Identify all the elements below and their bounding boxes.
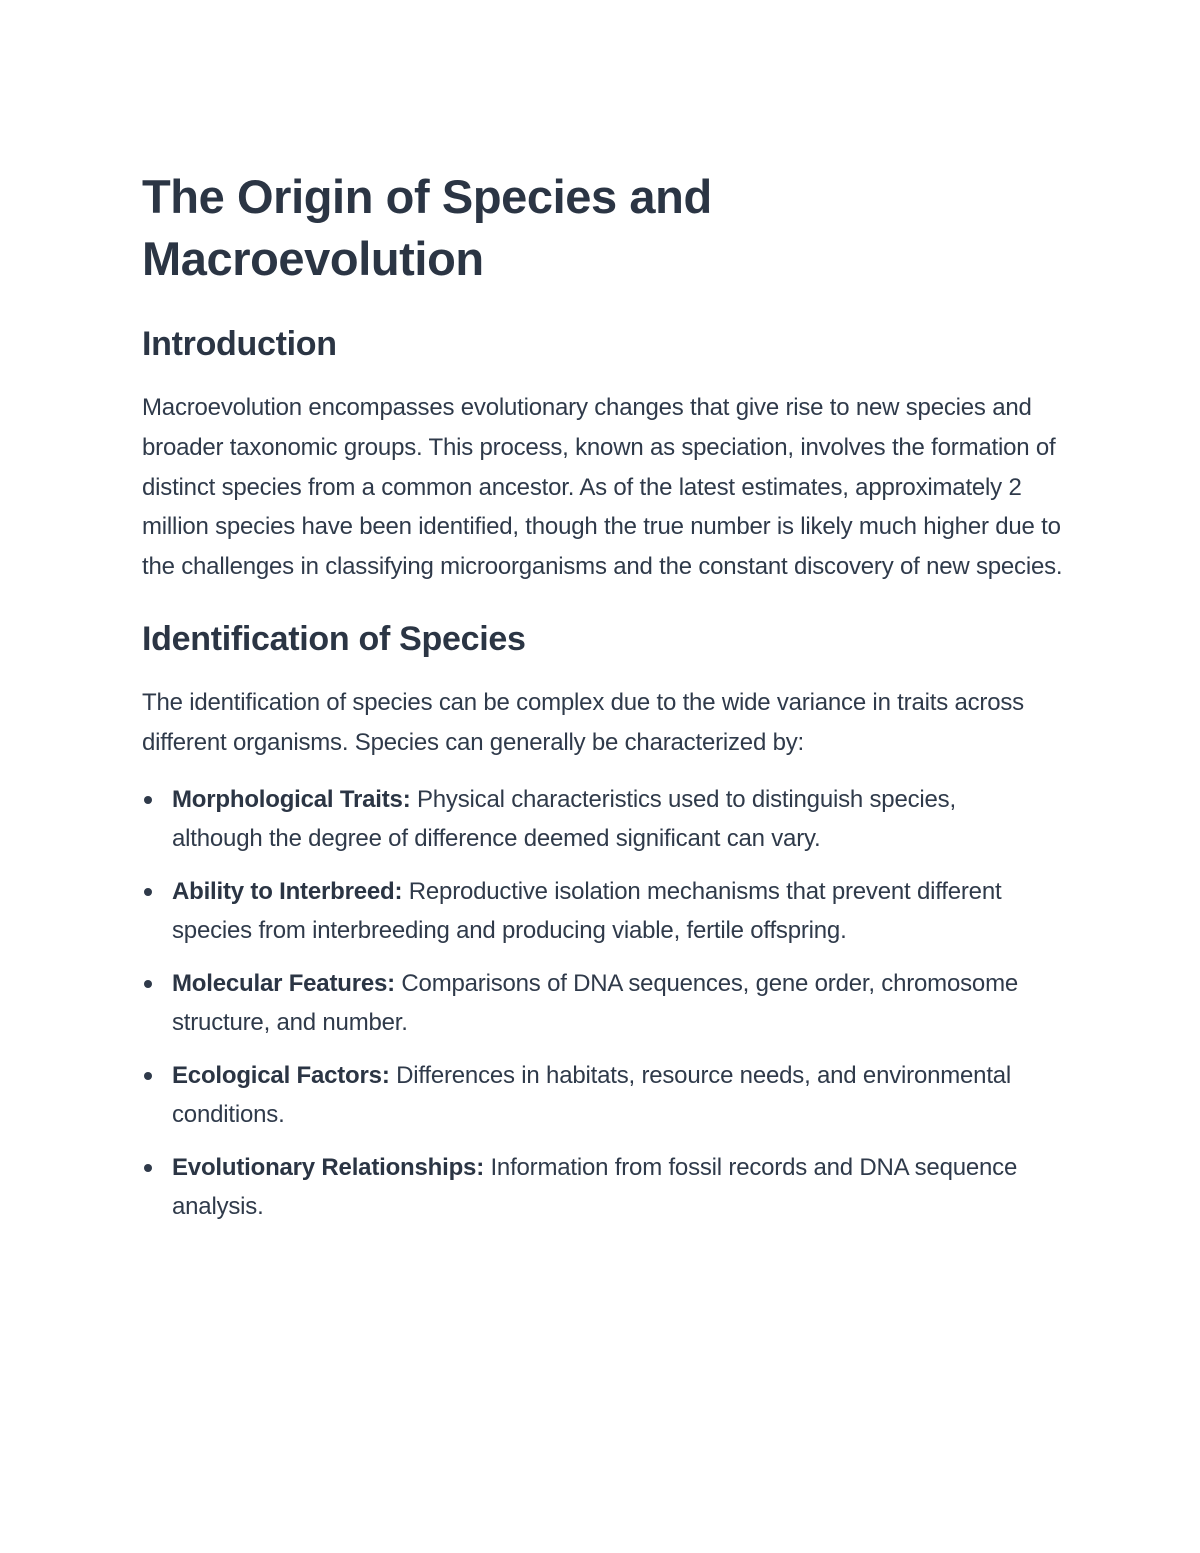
- term-colon: :: [476, 1153, 484, 1181]
- list-item-description: Reproductive isolation mechanisms that prevent different species from interbreeding and producing viable, fertile offspring.: [172, 877, 1002, 945]
- list-item-description: Information from fossil records and DNA sequence analysis.: [172, 1153, 1018, 1221]
- species-traits-list: [142, 780, 1042, 1227]
- list-item-term: Ability to Interbreed: [172, 877, 395, 905]
- list-item: [142, 1056, 1042, 1135]
- bullet-icon: [144, 1072, 152, 1080]
- list-item-description: Physical characteristics used to distinguish species, although the degree of difference deemed significant can vary.: [172, 785, 956, 853]
- term-colon: :: [381, 1061, 390, 1089]
- list-item: [142, 780, 1042, 859]
- term-colon: :: [387, 969, 395, 997]
- list-item: [142, 964, 1042, 1043]
- bullet-icon: [144, 888, 152, 896]
- section-heading-identification: Identification of Species: [142, 619, 526, 658]
- identification-paragraph: The identification of species can be complex due to the wide variance in traits across different organisms. Species can generally be characterized by:: [142, 688, 1024, 756]
- list-item-term: Evolutionary Relationships: [172, 1153, 477, 1181]
- list-item-term: Morphological Traits: [172, 785, 403, 813]
- term-colon: :: [402, 785, 411, 813]
- bullet-icon: [144, 1164, 152, 1172]
- section-heading-introduction: Introduction: [142, 325, 337, 363]
- list-item-description: Comparisons of DNA sequences, gene order, chromosome structure, and number.: [172, 969, 1019, 1037]
- document-page: [142, 166, 1072, 1240]
- term-colon: :: [394, 877, 403, 905]
- bullet-icon: [144, 980, 152, 988]
- list-item: [142, 1148, 1042, 1227]
- list-item-term: Ecological Factors: [172, 1061, 382, 1089]
- bullet-icon: [144, 796, 152, 804]
- list-item-term: Molecular Features: [172, 969, 388, 997]
- list-item-description: Differences in habitats, resource needs, and environmental conditions.: [172, 1061, 1012, 1129]
- list-item: [142, 872, 1042, 951]
- introduction-paragraph: Macroevolution encompasses evolutionary changes that give rise to new species and broader taxonomic groups. This process, known as speciation, involves the formation of distinct species from a common ancestor. As of the latest estimates, approximately 2 million species have been identified, though the true number is likely much higher due to the challenges in classifying microorganisms and the constant discovery of new species.: [142, 394, 1063, 581]
- document-title: The Origin of Species and Macroevolution: [142, 170, 712, 285]
